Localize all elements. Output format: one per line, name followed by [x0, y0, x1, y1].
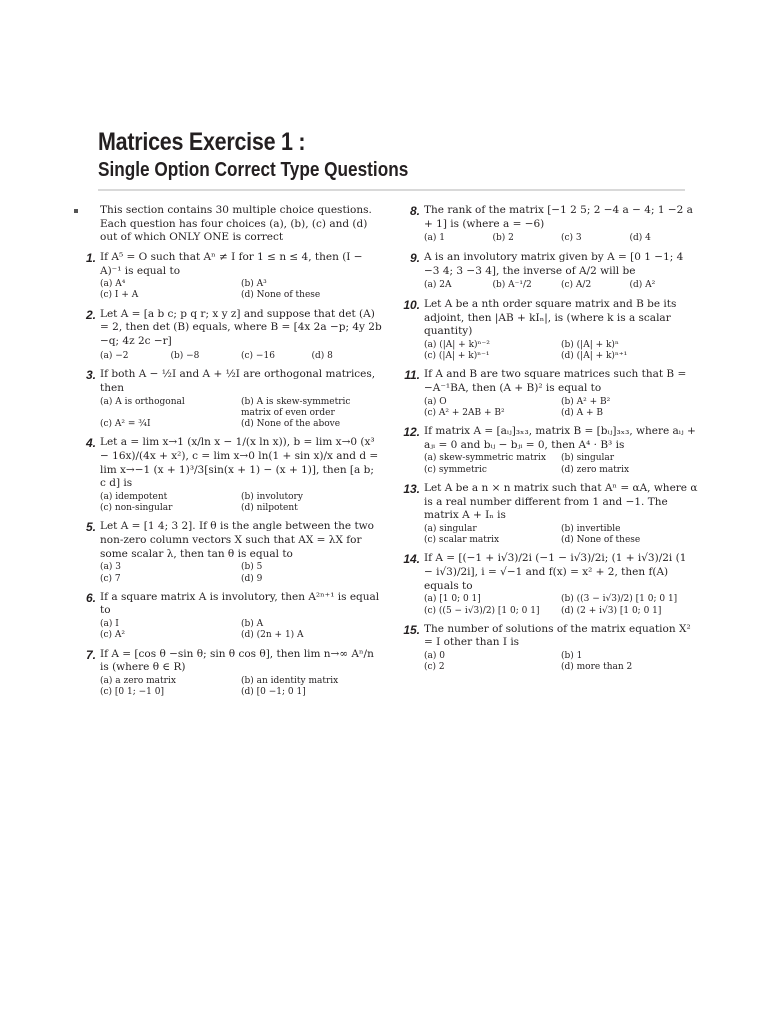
question-1: [74, 251, 382, 302]
question-number: 6.: [85, 590, 96, 605]
question-text: If A = [(−1 + i√3)/2i (−1 − i√3)/2i; (1 + i√3)/2i (1 − i√3)/2i], i = √−1 and f(x) = x² + 2, then f(A) equals to: [424, 552, 687, 592]
right-column: [398, 204, 698, 680]
options: [100, 619, 382, 642]
question-6: [74, 591, 382, 642]
option: (b) 1: [561, 651, 583, 662]
question-number: 12.: [403, 425, 420, 440]
question-number: 14.: [403, 552, 420, 567]
option: (b) singular: [561, 453, 615, 464]
option: (b) invertible: [561, 523, 621, 534]
option: (c) scalar matrix: [424, 535, 500, 546]
question-13: [398, 482, 698, 546]
question-3: [74, 368, 382, 430]
question-10: [398, 298, 698, 362]
option: (b) A⁻¹/2: [492, 280, 532, 291]
question-4: [74, 436, 382, 514]
question-5: [74, 520, 382, 584]
option: (c) A²: [100, 630, 126, 641]
options: [424, 651, 698, 674]
option: (b) 5: [241, 562, 263, 573]
option: (c) non-singular: [100, 503, 173, 514]
option: (c) A² + 2AB + B²: [424, 407, 505, 418]
question-text: Let a = lim x→1 (x/ln x − 1/(x ln x)), b = lim x→0 (x³ − 16x)/(4x + x²), c = lim x→0 ln(1 + sin x)/x and d = lim x→−1 (x + 1)³/3[sin(x + 1) − (x + 1)], then [a b; c d] is: [100, 436, 379, 490]
options: [424, 280, 698, 292]
option: (a) a zero matrix: [100, 675, 176, 686]
option: (a) I: [100, 619, 119, 630]
page-title: Matrices Exercise 1 :: [98, 128, 306, 156]
option: (b) (|A| + k)ⁿ: [561, 339, 619, 350]
question-number: 9.: [409, 250, 420, 265]
option: (d) None of the above: [241, 419, 341, 430]
question-12: [398, 425, 698, 476]
option: (d) (|A| + k)ⁿ⁺¹: [561, 351, 628, 362]
options: [100, 351, 382, 363]
question-14: [398, 552, 698, 616]
question-text: Let A = [1 4; 3 2]. If θ is the angle between the two non-zero column vectors X such that AX = λX for some scalar λ, then tan θ is equal to: [100, 520, 374, 560]
option: (c) [0 1; −1 0]: [100, 687, 165, 698]
option: (c) symmetric: [424, 464, 487, 475]
options: [100, 279, 382, 302]
options: [424, 453, 698, 476]
question-15: [398, 623, 698, 674]
option: (d) A²: [629, 280, 656, 291]
question-text: Let A = [a b c; p q r; x y z] and suppose that det (A) = 2, then det (B) equals, where B = [4x 2a −p; 4y 2b −q; 4z 2c −r]: [100, 307, 382, 347]
option: (c) 2: [424, 662, 445, 673]
option: (d) A + B: [561, 407, 604, 418]
option: (b) A is skew-symmetric matrix of even order: [241, 396, 351, 418]
left-column: [74, 204, 382, 704]
right-question-list: [398, 204, 698, 674]
option: (b) A² + B²: [561, 396, 611, 407]
question-number: 13.: [403, 481, 420, 496]
option: (d) nilpotent: [241, 503, 298, 514]
option: (d) None of these: [241, 290, 321, 301]
question-text: If matrix A = [aᵢⱼ]₃ₓ₃, matrix B = [bᵢⱼ]₃ₓ₃, where aᵢⱼ + aⱼᵢ = 0 and bᵢⱼ − bⱼᵢ = 0, then A⁴ · B³ is: [424, 425, 696, 451]
options: [100, 492, 382, 515]
options: [100, 562, 382, 585]
question-11: [398, 368, 698, 419]
option: (d) zero matrix: [561, 464, 630, 475]
bullet-icon: [74, 209, 78, 213]
option: (c) 7: [100, 573, 121, 584]
question-number: 10.: [403, 297, 420, 312]
options: [424, 233, 698, 245]
question-number: 4.: [85, 436, 96, 451]
question-number: 15.: [403, 622, 420, 637]
option: (c) A/2: [561, 280, 592, 291]
question-text: Let A be a nth order square matrix and B be its adjoint, then |AB + kIₙ|, is (where k is a scalar quantity): [424, 297, 677, 338]
question-text: If both A − ½I and A + ½I are orthogonal matrices, then: [100, 368, 376, 394]
question-9: [398, 251, 698, 292]
options: [100, 676, 382, 699]
option: (d) None of these: [561, 535, 641, 546]
question-number: 3.: [85, 368, 96, 383]
options: [100, 397, 382, 431]
option: (a) singular: [424, 523, 477, 534]
question-text: If A⁵ = O such that Aⁿ ≠ I for 1 ≤ n ≤ 4, then (I − A)⁻¹ is equal to: [100, 250, 363, 277]
option: (b) 2: [492, 233, 514, 244]
option: (a) skew-symmetric matrix: [424, 453, 546, 464]
option: (b) A³: [241, 279, 267, 290]
option: (c) (|A| + k)ⁿ⁻¹: [424, 351, 490, 362]
question-text: If A and B are two square matrices such that B = −A⁻¹BA, then (A + B)² is equal to: [424, 368, 687, 394]
question-number: 1.: [85, 250, 96, 265]
page-subtitle: Single Option Correct Type Questions: [98, 159, 409, 181]
question-text: The number of solutions of the matrix equation X² = I other than I is: [424, 622, 691, 649]
options: [424, 524, 698, 547]
option: (c) I + A: [100, 290, 139, 301]
option: (d) (2n + 1) A: [241, 630, 304, 641]
question-text: Let A be a n × n matrix such that Aⁿ = αA, where α is a real number different from 1 and −1. The matrix A + Iₙ is: [424, 481, 698, 522]
option: (a) O: [424, 396, 447, 407]
question-text: A is an involutory matrix given by A = [0 1 −1; 4 −3 4; 3 −3 4], the inverse of A/2 will be: [424, 250, 684, 277]
intro-text: This section contains 30 multiple choice questions. Each question has four choices (a), (b), (c) and (d) out of which ONLY ONE is correct: [100, 204, 372, 244]
option: (c) ((5 − i√3)/2) [1 0; 0 1]: [424, 605, 540, 616]
option: (d) 9: [241, 573, 263, 584]
question-number: 8.: [409, 204, 420, 218]
options: [424, 594, 698, 617]
option: (d) [0 −1; 0 1]: [241, 687, 306, 698]
option: (a) A is orthogonal: [100, 396, 185, 407]
option: (c) −16: [241, 350, 275, 361]
option: (c) A² = ¾I: [100, 419, 151, 430]
option: (d) more than 2: [561, 662, 633, 673]
option: (b) −8: [170, 350, 200, 361]
option: (d) (2 + i√3) [1 0; 0 1]: [561, 605, 662, 616]
question-number: 2.: [85, 307, 96, 322]
option: (a) 3: [100, 562, 121, 573]
question-number: 5.: [85, 520, 96, 535]
option: (a) (|A| + k)ⁿ⁻²: [424, 339, 490, 350]
option: (a) −2: [100, 350, 129, 361]
left-question-list: [74, 251, 382, 698]
option: (d) 8: [311, 350, 333, 361]
option: (b) A: [241, 619, 264, 630]
option: (c) 3: [561, 233, 582, 244]
question-2: [74, 308, 382, 363]
question-number: 11.: [404, 368, 420, 383]
option: (a) [1 0; 0 1]: [424, 594, 481, 605]
option: (b) ((3 − i√3)/2) [1 0; 0 1]: [561, 594, 678, 605]
option: (a) 0: [424, 651, 445, 662]
title-divider: [98, 189, 685, 191]
options: [424, 340, 698, 363]
option: (a) 2A: [424, 280, 452, 291]
question-text: If A = [cos θ −sin θ; sin θ cos θ], then lim n→∞ Aⁿ/n is (where θ ∈ R): [100, 647, 374, 674]
option: (a) 1: [424, 233, 445, 244]
question-7: [74, 648, 382, 699]
question-text: If a square matrix A is involutory, then A²ⁿ⁺¹ is equal to: [100, 590, 380, 617]
option: (a) A⁴: [100, 279, 126, 290]
option: (a) idempotent: [100, 491, 168, 502]
option: (d) 4: [629, 233, 651, 244]
question-8: [398, 204, 698, 245]
question-number: 7.: [85, 647, 96, 662]
question-text: The rank of the matrix [−1 2 5; 2 −4 a − 4; 1 −2 a + 1] is (where a = −6): [424, 204, 693, 230]
intro-note: [74, 204, 382, 245]
options: [424, 397, 698, 420]
option: (b) an identity matrix: [241, 675, 339, 686]
option: (b) involutory: [241, 491, 303, 502]
